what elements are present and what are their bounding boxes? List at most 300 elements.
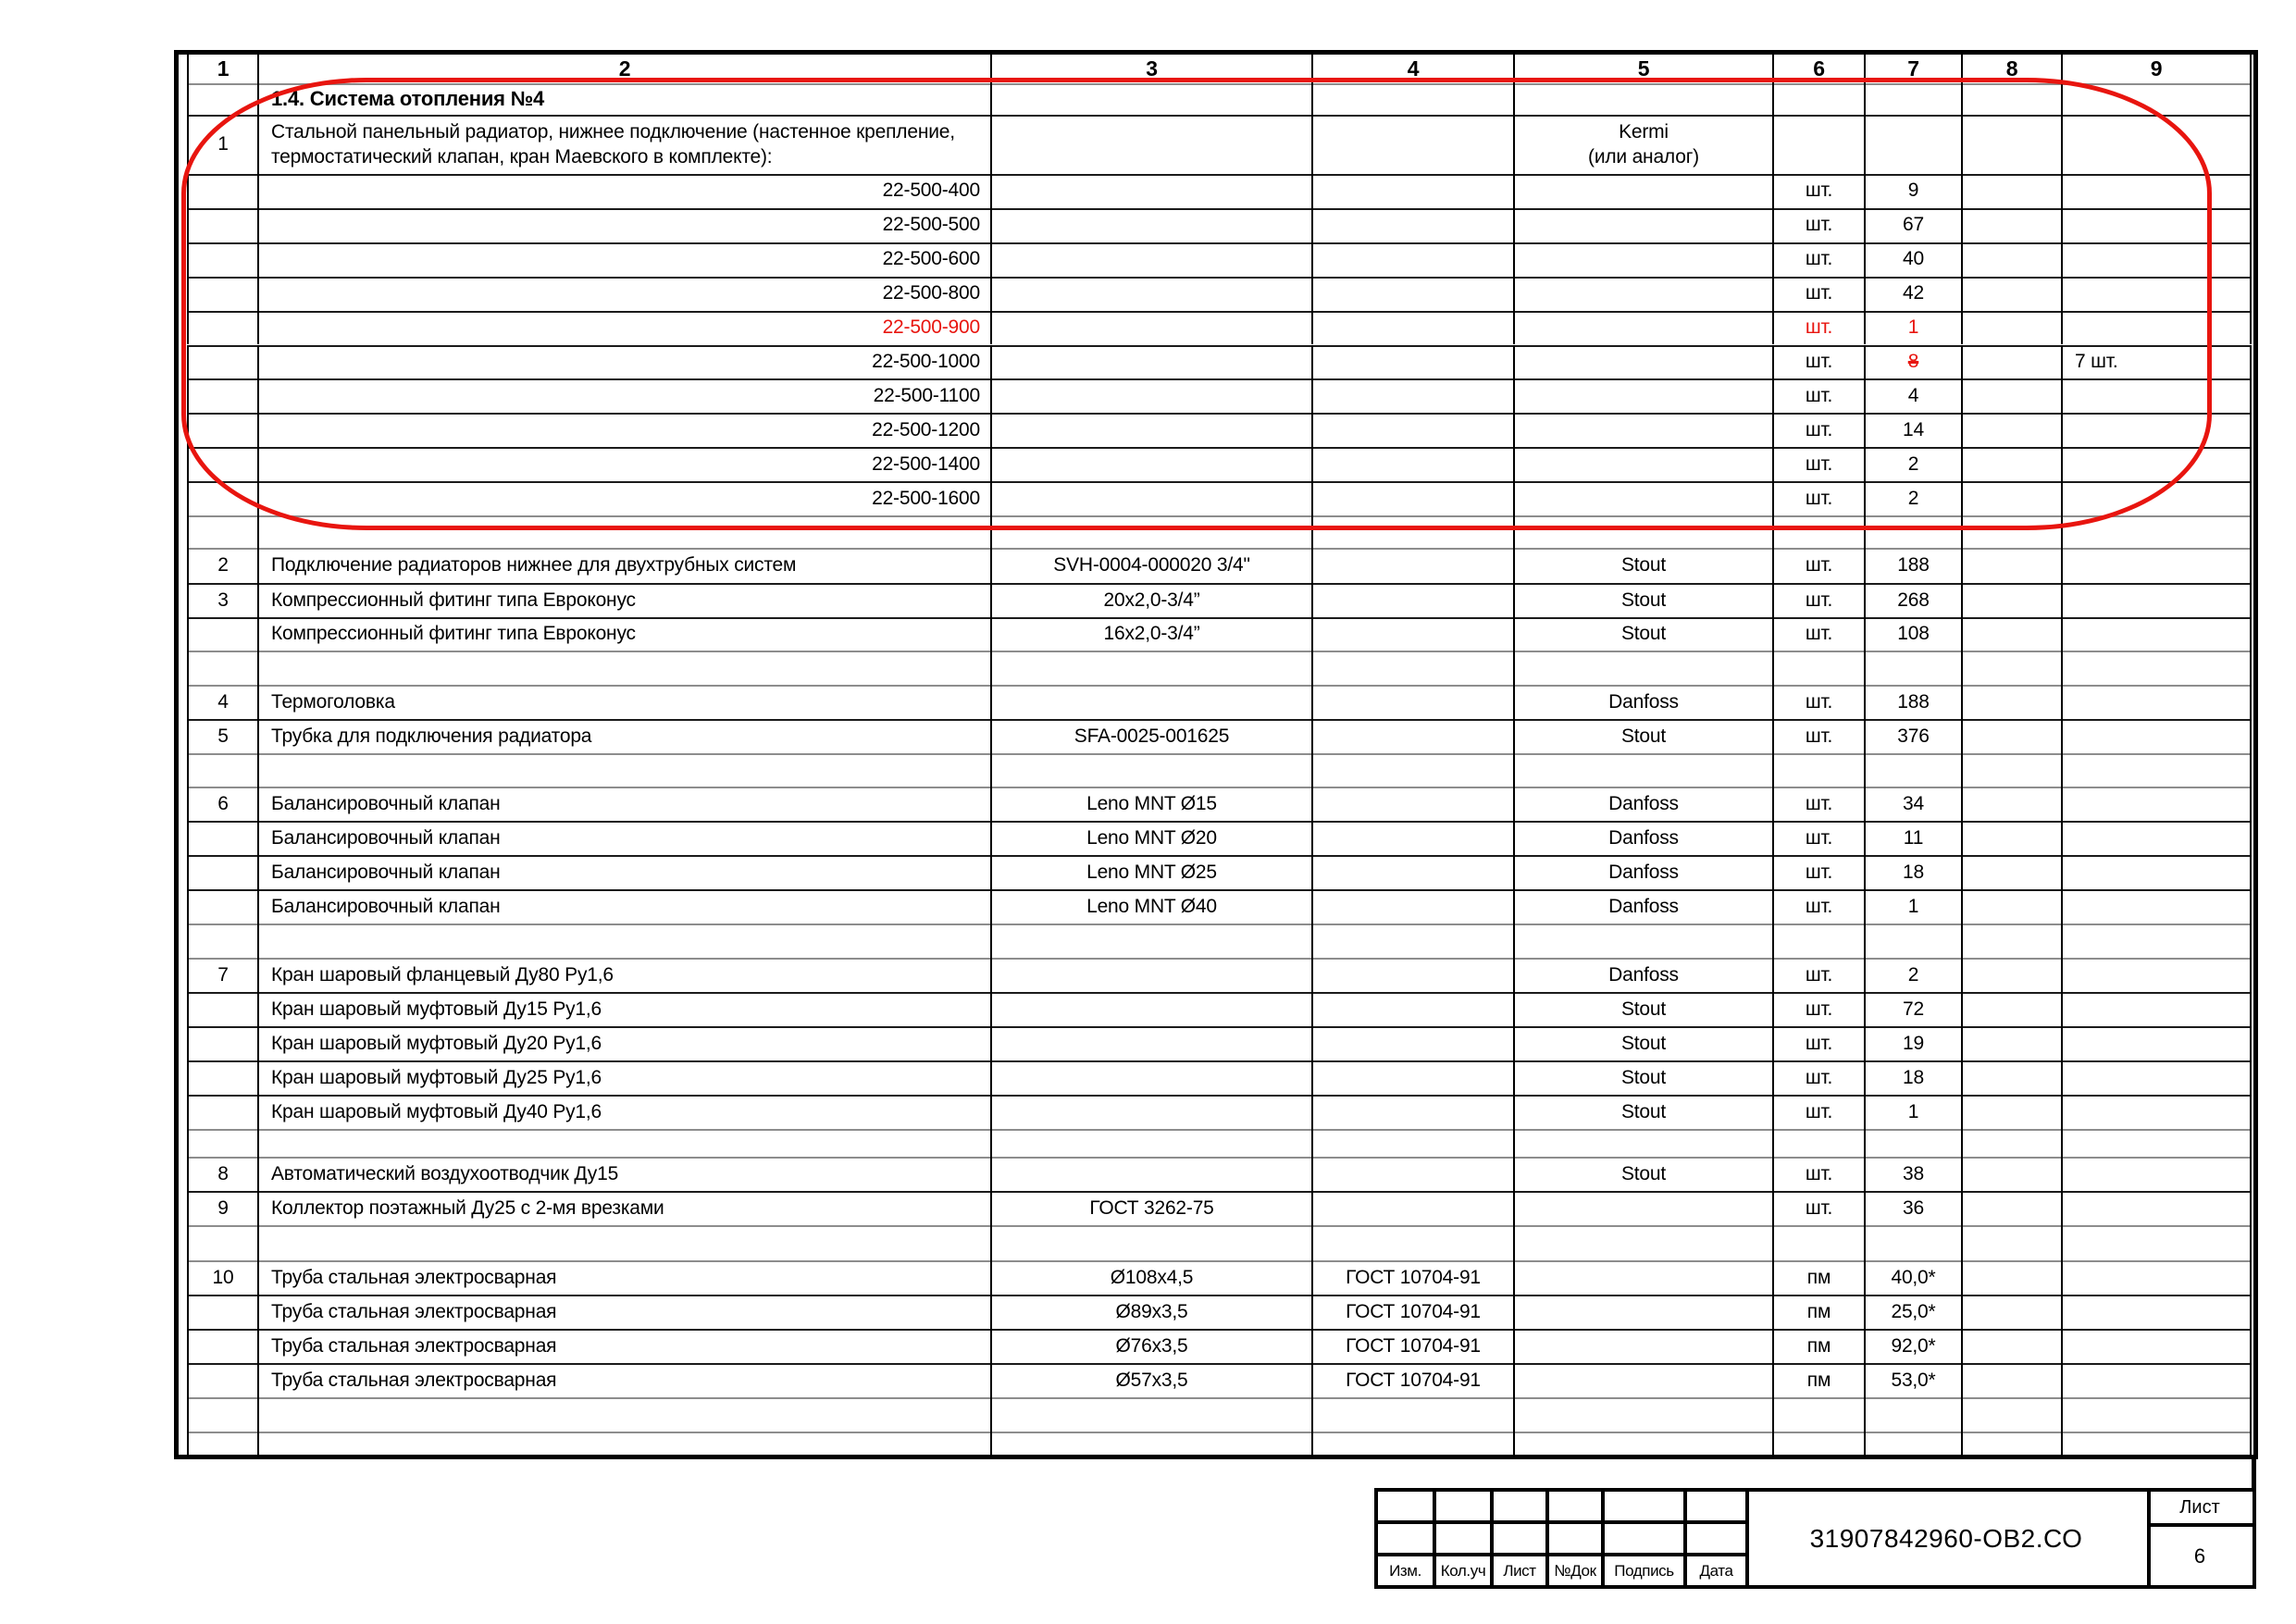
cell-manufacturer [1515, 651, 1774, 685]
cell-8 [1963, 924, 2063, 958]
cell-8 [1963, 1157, 2063, 1191]
cell-doc: ГОСТ 10704-91 [1313, 1260, 1515, 1295]
cell-8 [1963, 1060, 2063, 1095]
cell-manufacturer: Kermi (или аналог) [1515, 115, 1774, 174]
cell-note [2063, 617, 2252, 651]
cell-8 [1963, 1295, 2063, 1329]
cell-note [2063, 753, 2252, 787]
cell-doc [1313, 1095, 1515, 1129]
table-row [187, 855, 2250, 889]
cell-manufacturer [1515, 924, 1774, 958]
cell-type-mark [992, 651, 1313, 685]
cell-unit: шт. [1774, 617, 1866, 651]
spacer-row [187, 753, 2250, 787]
cell-8 [1963, 753, 2063, 787]
cell-8 [1963, 1191, 2063, 1225]
cell-qty: 2 [1866, 481, 1963, 515]
cell-manufacturer: Stout [1515, 548, 1774, 583]
cell-name: 1.4. Система отопления №4 [259, 83, 992, 115]
cell-unit: шт. [1774, 685, 1866, 719]
cell-qty: 376 [1866, 719, 1963, 753]
cell-unit: шт. [1774, 378, 1866, 413]
table-row [187, 889, 2250, 924]
table-row [187, 719, 2250, 753]
header-col-number: 4 [1313, 55, 1515, 83]
table-row [187, 1157, 2250, 1191]
cell-name: 22-500-600 [259, 242, 992, 277]
document-number: 31907842960-ОВ2.СО [1809, 1523, 2083, 1553]
cell-note [2063, 1295, 2252, 1329]
cell-qty: 25,0* [1866, 1295, 1963, 1329]
cell-unit: шт. [1774, 855, 1866, 889]
cell-note [2063, 821, 2252, 855]
cell-pos [189, 1329, 259, 1363]
cell-type-mark [992, 1157, 1313, 1191]
cell-doc [1313, 889, 1515, 924]
cell-doc [1313, 992, 1515, 1026]
cell-note [2063, 1026, 2252, 1060]
cell-name: 22-500-1400 [259, 447, 992, 481]
cell-unit: пм [1774, 1363, 1866, 1397]
cell-unit: шт. [1774, 548, 1866, 583]
cell-unit: шт. [1774, 481, 1866, 515]
revision-label: №Док [1554, 1561, 1596, 1580]
cell-name: Кран шаровый муфтовый Ду20 Ру1,6 [259, 1026, 992, 1060]
cell-doc [1313, 583, 1515, 617]
cell-unit: шт. [1774, 447, 1866, 481]
cell-name: Подключение радиаторов нижнее для двухтрубных систем [259, 548, 992, 583]
cell-type-mark [992, 1095, 1313, 1129]
cell-pos [189, 1432, 259, 1455]
cell-manufacturer: Danfoss [1515, 821, 1774, 855]
cell-type-mark: Leno MNT Ø15 [992, 787, 1313, 821]
cell-unit: шт. [1774, 958, 1866, 992]
cell-unit: шт. [1774, 345, 1866, 379]
cell-name: 22-500-1000 [259, 345, 992, 379]
cell-note [2063, 583, 2252, 617]
table-row [187, 1363, 2250, 1397]
cell-pos [189, 1295, 259, 1329]
cell-note [2063, 992, 2252, 1026]
cell-manufacturer: Stout [1515, 1157, 1774, 1191]
cell-name [259, 1397, 992, 1432]
cell-type-mark: Ø57х3,5 [992, 1363, 1313, 1397]
cell-doc [1313, 958, 1515, 992]
cell-pos [189, 1397, 259, 1432]
cell-qty: 188 [1866, 548, 1963, 583]
cell-note [2063, 548, 2252, 583]
cell-name: Кран шаровый муфтовый Ду40 Ру1,6 [259, 1095, 992, 1129]
red-annotation-oval [181, 78, 2212, 530]
cell-name: Кран шаровый муфтовый Ду25 Ру1,6 [259, 1060, 992, 1095]
cell-8 [1963, 889, 2063, 924]
cell-note [2063, 1397, 2252, 1432]
cell-name [259, 924, 992, 958]
cell-qty: 2 [1866, 447, 1963, 481]
cell-pos: 10 [189, 1260, 259, 1295]
cell-pos: 6 [189, 787, 259, 821]
cell-doc [1313, 548, 1515, 583]
cell-name [259, 1225, 992, 1260]
cell-note [2063, 1157, 2252, 1191]
cell-8 [1963, 583, 2063, 617]
cell-8 [1963, 685, 2063, 719]
header-col-number: 8 [1963, 55, 2063, 83]
cell-qty [1866, 1432, 1963, 1455]
cell-pos [189, 1363, 259, 1397]
cell-name: Балансировочный клапан [259, 821, 992, 855]
cell-unit: шт. [1774, 208, 1866, 242]
cell-doc [1313, 821, 1515, 855]
table-row [187, 617, 2250, 651]
table-row [187, 1295, 2250, 1329]
cell-type-mark: Ø76х3,5 [992, 1329, 1313, 1363]
table-row [187, 1191, 2250, 1225]
table-row [187, 1060, 2250, 1095]
cell-manufacturer [1515, 753, 1774, 787]
cell-name: Термоголовка [259, 685, 992, 719]
cell-name: 22-500-900 [259, 311, 992, 345]
cell-unit: шт. [1774, 1060, 1866, 1095]
cell-note [2063, 855, 2252, 889]
cell-unit: шт. [1774, 277, 1866, 311]
cell-unit [1774, 924, 1866, 958]
title-block-divider [1378, 1520, 1749, 1524]
revision-label: Изм. [1389, 1561, 1421, 1580]
sheet-number: 6 [2193, 1543, 2206, 1568]
cell-manufacturer: Danfoss [1515, 855, 1774, 889]
cell-pos [189, 992, 259, 1026]
cell-unit: шт. [1774, 583, 1866, 617]
frame-titleblock-connector [2252, 1457, 2256, 1492]
cell-unit [1774, 753, 1866, 787]
cell-8 [1963, 548, 2063, 583]
cell-qty: 36 [1866, 1191, 1963, 1225]
cell-qty: 268 [1866, 583, 1963, 617]
cell-manufacturer [1515, 1260, 1774, 1295]
cell-manufacturer: Danfoss [1515, 787, 1774, 821]
cell-8 [1963, 1260, 2063, 1295]
table-row [187, 958, 2250, 992]
cell-manufacturer [1515, 1329, 1774, 1363]
cell-note [2063, 1432, 2252, 1455]
cell-qty: 2 [1866, 958, 1963, 992]
cell-qty: 14 [1866, 413, 1963, 447]
cell-pos [189, 1225, 259, 1260]
cell-unit: шт. [1774, 719, 1866, 753]
cell-name: 22-500-500 [259, 208, 992, 242]
table-row [187, 1260, 2250, 1295]
table-row [187, 685, 2250, 719]
cell-8 [1963, 617, 2063, 651]
cell-name: Компрессионный фитинг типа Евроконус [259, 583, 992, 617]
cell-qty: 108 [1866, 617, 1963, 651]
cell-doc [1313, 685, 1515, 719]
cell-qty: 1 [1866, 311, 1963, 345]
cell-unit: шт. [1774, 1191, 1866, 1225]
cell-note [2063, 651, 2252, 685]
cell-qty: 18 [1866, 1060, 1963, 1095]
title-block [1374, 1488, 2256, 1589]
cell-pos: 3 [189, 583, 259, 617]
cell-qty: 1 [1866, 889, 1963, 924]
cell-name: 22-500-400 [259, 174, 992, 208]
cell-manufacturer: Stout [1515, 719, 1774, 753]
cell-name: Труба стальная электросварная [259, 1329, 992, 1363]
cell-qty: 9 [1866, 174, 1963, 208]
cell-pos: 4 [189, 685, 259, 719]
cell-unit [1774, 1129, 1866, 1157]
cell-manufacturer: Stout [1515, 1095, 1774, 1129]
cell-name: Труба стальная электросварная [259, 1295, 992, 1329]
spacer-row [187, 1225, 2250, 1260]
cell-manufacturer [1515, 1191, 1774, 1225]
cell-manufacturer [1515, 1432, 1774, 1455]
cell-qty: 8 [1866, 345, 1963, 379]
cell-note [2063, 1329, 2252, 1363]
cell-name: Стальной панельный радиатор, нижнее подключение (настенное крепление, термостатический клапан, кран Маевского в комплекте): [259, 115, 992, 174]
cell-unit: пм [1774, 1295, 1866, 1329]
cell-type-mark [992, 685, 1313, 719]
cell-unit: шт. [1774, 174, 1866, 208]
cell-note [2063, 1060, 2252, 1095]
cell-note [2063, 719, 2252, 753]
cell-doc: ГОСТ 10704-91 [1313, 1329, 1515, 1363]
cell-name: 22-500-1600 [259, 481, 992, 515]
cell-name: Трубка для подключения радиатора [259, 719, 992, 753]
cell-qty: 72 [1866, 992, 1963, 1026]
cell-type-mark [992, 992, 1313, 1026]
cell-8 [1963, 992, 2063, 1026]
cell-qty [1866, 753, 1963, 787]
cell-qty [1866, 1225, 1963, 1260]
table-row [187, 1095, 2250, 1129]
cell-note [2063, 1129, 2252, 1157]
cell-note [2063, 1260, 2252, 1295]
cell-note [2063, 924, 2252, 958]
cell-unit: шт. [1774, 311, 1866, 345]
cell-pos: 5 [189, 719, 259, 753]
cell-pos [189, 889, 259, 924]
cell-manufacturer [1515, 1129, 1774, 1157]
cell-pos [189, 753, 259, 787]
cell-type-mark: 16х2,0-3/4” [992, 617, 1313, 651]
cell-type-mark: 20х2,0-3/4” [992, 583, 1313, 617]
cell-type-mark [992, 753, 1313, 787]
cell-doc [1313, 787, 1515, 821]
table-row [187, 1329, 2250, 1363]
cell-manufacturer: Stout [1515, 1060, 1774, 1095]
cell-8 [1963, 787, 2063, 821]
spacer-row [187, 1129, 2250, 1157]
cell-pos: 9 [189, 1191, 259, 1225]
spacer-row [187, 1397, 2250, 1432]
cell-note [2063, 1095, 2252, 1129]
cell-unit: шт. [1774, 787, 1866, 821]
cell-qty: 42 [1866, 277, 1963, 311]
cell-unit: шт. [1774, 413, 1866, 447]
cell-pos [189, 1129, 259, 1157]
cell-name [259, 651, 992, 685]
cell-unit [1774, 1432, 1866, 1455]
cell-pos [189, 855, 259, 889]
cell-qty: 40,0* [1866, 1260, 1963, 1295]
cell-name: 22-500-800 [259, 277, 992, 311]
cell-name: 22-500-1200 [259, 413, 992, 447]
cell-type-mark: Leno MNT Ø40 [992, 889, 1313, 924]
cell-qty: 38 [1866, 1157, 1963, 1191]
cell-note [2063, 889, 2252, 924]
cell-type-mark: SVH-0004-000020 3/4" [992, 548, 1313, 583]
cell-note: 7 шт. [2063, 345, 2252, 379]
cell-qty [1866, 924, 1963, 958]
cell-manufacturer: Stout [1515, 1026, 1774, 1060]
cell-pos [189, 924, 259, 958]
cell-qty: 11 [1866, 821, 1963, 855]
cell-8 [1963, 1432, 2063, 1455]
cell-manufacturer [1515, 1363, 1774, 1397]
table-row [187, 787, 2250, 821]
table-row [187, 583, 2250, 617]
spacer-row [187, 651, 2250, 685]
cell-8 [1963, 1397, 2063, 1432]
cell-doc [1313, 651, 1515, 685]
cell-qty: 67 [1866, 208, 1963, 242]
cell-name: Труба стальная электросварная [259, 1363, 992, 1397]
cell-doc [1313, 1432, 1515, 1455]
cell-qty: 18 [1866, 855, 1963, 889]
cell-type-mark [992, 958, 1313, 992]
cell-type-mark [992, 924, 1313, 958]
cell-note [2063, 1225, 2252, 1260]
cell-doc [1313, 719, 1515, 753]
cell-name: Балансировочный клапан [259, 889, 992, 924]
table-row [187, 1026, 2250, 1060]
cell-type-mark: Leno MNT Ø20 [992, 821, 1313, 855]
cell-manufacturer [1515, 1225, 1774, 1260]
cell-type-mark: ГОСТ 3262-75 [992, 1191, 1313, 1225]
cell-pos: 8 [189, 1157, 259, 1191]
header-col-number: 1 [189, 55, 259, 83]
cell-pos [189, 1060, 259, 1095]
cell-doc [1313, 753, 1515, 787]
cell-type-mark: Ø89х3,5 [992, 1295, 1313, 1329]
revision-label: Подпись [1614, 1561, 1674, 1580]
cell-unit: шт. [1774, 1157, 1866, 1191]
revision-label: Дата [1699, 1561, 1733, 1580]
cell-name: Балансировочный клапан [259, 787, 992, 821]
cell-doc [1313, 1026, 1515, 1060]
cell-pos [189, 617, 259, 651]
table-row [187, 992, 2250, 1026]
cell-pos [189, 1095, 259, 1129]
cell-doc [1313, 1225, 1515, 1260]
cell-unit: пм [1774, 1260, 1866, 1295]
cell-type-mark [992, 1129, 1313, 1157]
cell-note [2063, 685, 2252, 719]
cell-pos [189, 821, 259, 855]
cell-type-mark [992, 1397, 1313, 1432]
cell-name: Труба стальная электросварная [259, 1260, 992, 1295]
cell-manufacturer: Danfoss [1515, 958, 1774, 992]
cell-unit [1774, 1397, 1866, 1432]
cell-type-mark [992, 1225, 1313, 1260]
cell-doc [1313, 1157, 1515, 1191]
cell-name: Автоматический воздухоотводчик Ду15 [259, 1157, 992, 1191]
cell-pos: 7 [189, 958, 259, 992]
cell-type-mark [992, 1060, 1313, 1095]
header-col-number: 3 [992, 55, 1313, 83]
cell-manufacturer [1515, 1397, 1774, 1432]
cell-qty [1866, 651, 1963, 685]
cell-doc: ГОСТ 10704-91 [1313, 1363, 1515, 1397]
cell-8 [1963, 1026, 2063, 1060]
cell-unit: шт. [1774, 992, 1866, 1026]
cell-doc [1313, 1060, 1515, 1095]
spacer-row [187, 924, 2250, 958]
cell-manufacturer: Stout [1515, 617, 1774, 651]
cell-name: 22-500-1100 [259, 378, 992, 413]
header-col-number: 9 [2063, 55, 2252, 83]
cell-pos: 1 [189, 115, 259, 174]
cell-note [2063, 787, 2252, 821]
cell-type-mark: SFA-0025-001625 [992, 719, 1313, 753]
cell-pos [189, 515, 259, 548]
cell-8 [1963, 719, 2063, 753]
cell-8 [1963, 821, 2063, 855]
cell-manufacturer: Danfoss [1515, 889, 1774, 924]
cell-8 [1963, 1329, 2063, 1363]
cell-unit: шт. [1774, 821, 1866, 855]
cell-name: Кран шаровый фланцевый Ду80 Ру1,6 [259, 958, 992, 992]
cell-doc [1313, 924, 1515, 958]
cell-8 [1963, 855, 2063, 889]
cell-unit: пм [1774, 1329, 1866, 1363]
cell-name: Кран шаровый муфтовый Ду15 Ру1,6 [259, 992, 992, 1026]
revision-label: Кол.уч [1440, 1561, 1486, 1580]
cell-doc [1313, 617, 1515, 651]
header-col-number: 2 [259, 55, 992, 83]
cell-pos: 2 [189, 548, 259, 583]
cell-note [2063, 1191, 2252, 1225]
cell-name [259, 1129, 992, 1157]
cell-doc [1313, 855, 1515, 889]
header-col-number: 6 [1774, 55, 1866, 83]
cell-unit: шт. [1774, 889, 1866, 924]
cell-8 [1963, 1129, 2063, 1157]
cell-pos [189, 651, 259, 685]
cell-name [259, 753, 992, 787]
table-row [187, 548, 2250, 583]
cell-8 [1963, 1363, 2063, 1397]
cell-unit: шт. [1774, 1026, 1866, 1060]
cell-qty: 19 [1866, 1026, 1963, 1060]
cell-8 [1963, 651, 2063, 685]
header-col-number: 5 [1515, 55, 1774, 83]
cell-manufacturer: Stout [1515, 992, 1774, 1026]
cell-name: Компрессионный фитинг типа Евроконус [259, 617, 992, 651]
cell-qty [1866, 1129, 1963, 1157]
cell-manufacturer: Danfoss [1515, 685, 1774, 719]
cell-type-mark [992, 1026, 1313, 1060]
cell-8 [1963, 958, 2063, 992]
spacer-row [187, 1432, 2250, 1455]
cell-qty: 53,0* [1866, 1363, 1963, 1397]
cell-8 [1963, 1095, 2063, 1129]
cell-qty: 1 [1866, 1095, 1963, 1129]
revision-label: Лист [1503, 1561, 1536, 1580]
cell-qty: 4 [1866, 378, 1963, 413]
